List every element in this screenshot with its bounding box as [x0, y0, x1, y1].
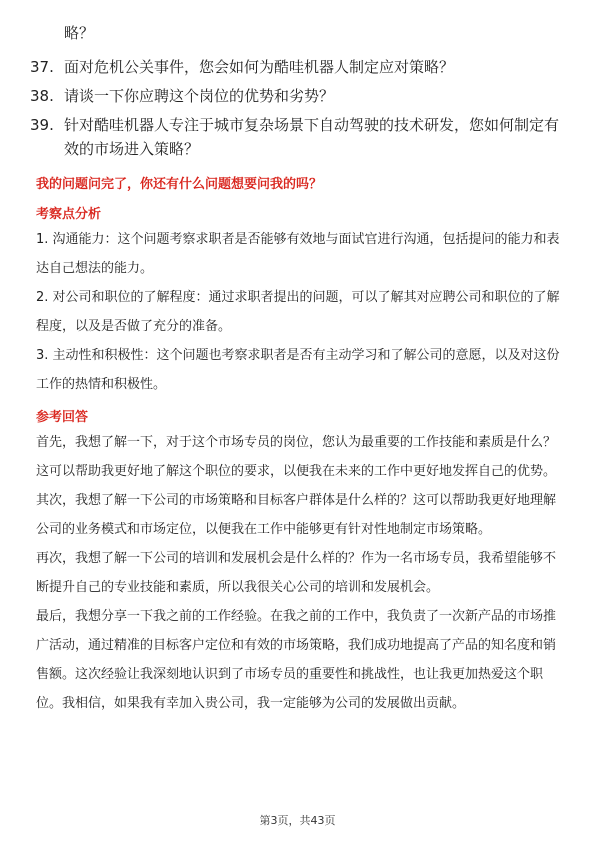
- question-number: 37.: [30, 58, 54, 76]
- analysis-item: 2. 对公司和职位的了解程度：通过求职者提出的问题，可以了解其对应聘公司和职位的了解程度，以及是否做了充分的准备。: [36, 290, 560, 334]
- question-item: [30, 113, 570, 161]
- question-text: 针对酷哇机器人专注于城市复杂场景下自动驾驶的技术研发，您如何制定有效的市场进入策略？: [64, 116, 560, 158]
- analysis-heading: 考察点分析: [36, 207, 102, 222]
- final-question: 我的问题问完了，你还有什么问题想要问我的吗？: [36, 177, 323, 192]
- question-text: 面对危机公关事件，您会如何为酷哇机器人制定应对策略？: [64, 58, 455, 76]
- question-number: 39.: [30, 116, 54, 134]
- page-footer: 第3页，共43页: [259, 814, 336, 827]
- final-question-section: [36, 175, 560, 195]
- reference-paragraph: 最后，我想分享一下我之前的工作经验。在我之前的工作中，我负责了一次新产品的市场推广活动，通过精准的目标客户定位和有效的市场策略，我们成功地提高了产品的知名度和销售额。这次经验让我深刻地认识到了市场专员的重要性和挑战性，也让我更加热爱这个职位。我相信，如果我有幸加入贵公司，我一定能够为公司的发展做出贡献。: [36, 609, 557, 711]
- question-text: 请谈一下你应聘这个岗位的优势和劣势？: [64, 87, 335, 105]
- question-item: [30, 55, 570, 79]
- analysis-item: 1. 沟通能力：这个问题考察求职者是否能够有效地与面试官进行沟通，包括提问的能力和表达自己想法的能力。: [36, 232, 560, 276]
- reference-section: [36, 408, 560, 718]
- question-number: 38.: [30, 87, 54, 105]
- analysis-section: [36, 205, 560, 399]
- question-list: [30, 55, 570, 166]
- previous-question-tail: 略？: [64, 24, 95, 42]
- reference-paragraph: 其次，我想了解一下公司的市场策略和目标客户群体是什么样的？这可以帮助我更好地理解公司的业务模式和市场定位，以便我在工作中能够更有针对性地制定市场策略。: [36, 493, 557, 537]
- reference-paragraph: 首先，我想了解一下，对于这个市场专员的岗位，您认为最重要的工作技能和素质是什么？这可以帮助我更好地了解这个职位的要求，以便我在未来的工作中更好地发挥自己的优势。: [36, 435, 557, 479]
- analysis-item: 3. 主动性和积极性：这个问题也考察求职者是否有主动学习和了解公司的意愿，以及对这份工作的热情和积极性。: [36, 348, 560, 392]
- reference-paragraph: 再次，我想了解一下公司的培训和发展机会是什么样的？作为一名市场专员，我希望能够不断提升自己的专业技能和素质，所以我很关心公司的培训和发展机会。: [36, 551, 557, 595]
- reference-heading: 参考回答: [36, 410, 89, 425]
- question-item: [30, 84, 570, 108]
